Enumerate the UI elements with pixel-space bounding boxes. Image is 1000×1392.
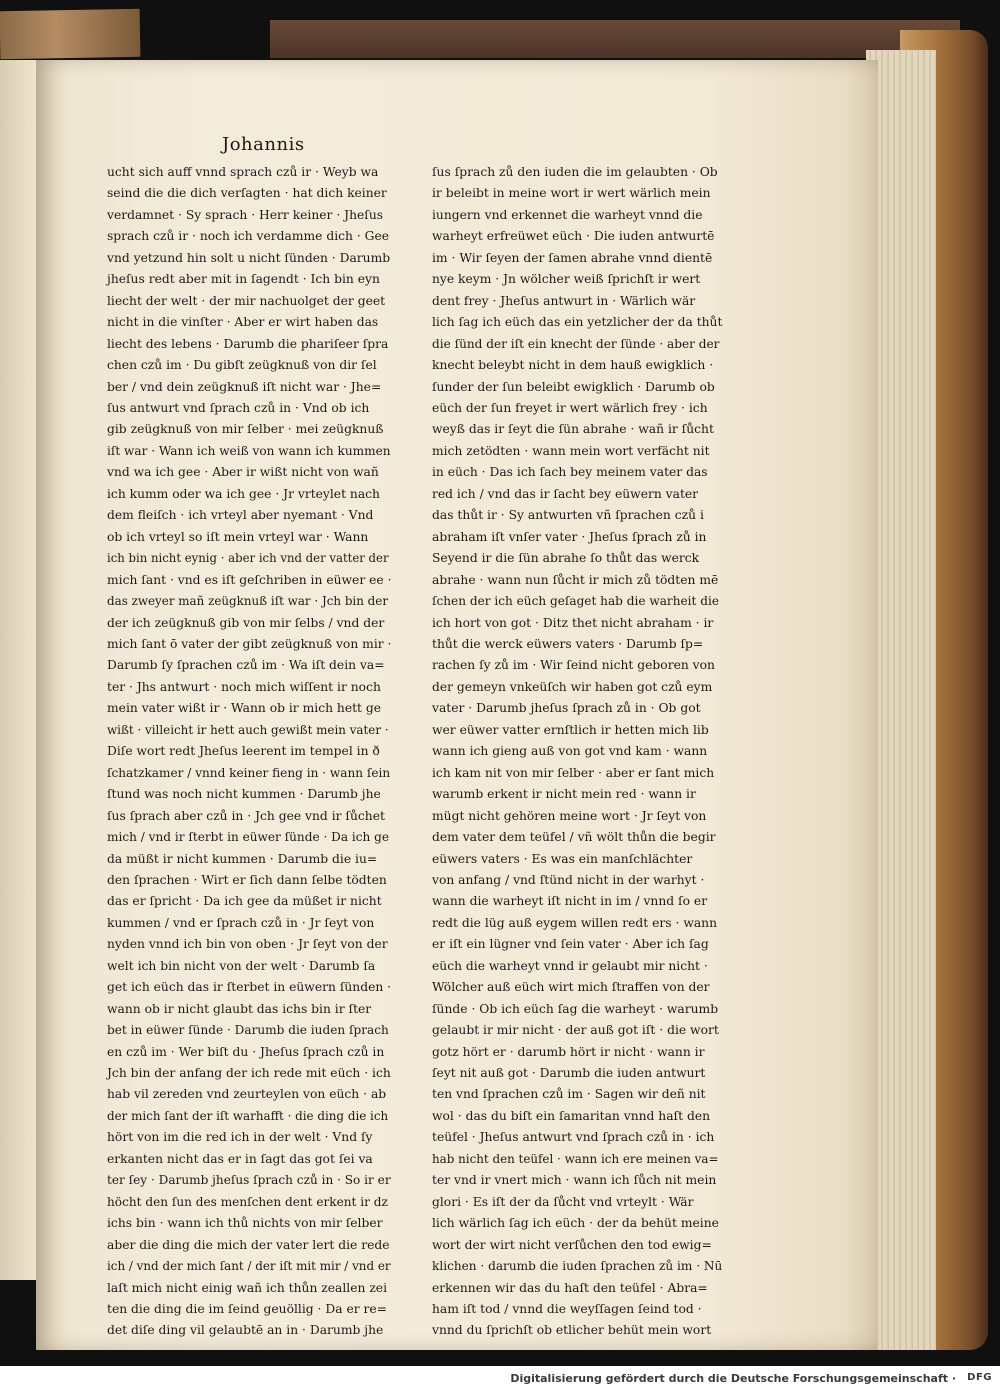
text-line: wol · das du biſt ein ſamaritan vnnd haſt den [432,1108,711,1123]
text-line: chen czů im · Du gibſt zeügknuß von dir ſel [107,358,377,373]
text-line: nicht in die vinſter · Aber er wirt haben das [107,315,379,330]
text-line: mich ſant · vnd es iſt geſchriben in eüwer ee · [107,572,392,587]
text-line: ucht sich auff vnnd sprach czů ir · Weyb wa [107,165,379,179]
text-line: vater · Darumb jheſus ſprach zů in · Ob got [432,701,701,716]
text-line: eüwers vaters · Es was ein manſchlächter [432,851,693,866]
text-line: ob ich vrteyl so iſt mein vrteyl war · Wann [107,529,369,544]
text-line: sprach czů ir · noch ich verdamme dich · Gee [107,229,390,244]
text-line: gib zeügknuß von mir ſelber · mei zeügknuß [107,422,384,437]
text-line: lich wärlich ſag ich eüch · der da behüt meine [432,1216,719,1231]
text-line: Seyend ir die ſün abrahe ſo thůt das werck [432,551,700,566]
text-line: wißt · villeicht ir hett auch gewißt mein vater · [107,722,389,737]
text-line: ſchatzkamer / vnnd keiner fieng in · wann ſein [107,765,391,780]
text-line: det diſe ding vil gelaubtē an in · Darumb jhe [107,1323,384,1338]
text-line: warumb erkent ir nicht mein red · wann ir [432,787,696,802]
text-line: dent frey · Jheſus antwurt in · Wärlich wär [432,293,696,308]
text-line: mich zetödten · wann mein wort verfächt nit [432,443,710,458]
text-line: der gemeyn vnkeüſch wir haben got czů eym [432,679,713,694]
text-line: er iſt ein lügner vnd ſein vater · Aber ich ſag [432,937,709,952]
binding-strap [0,9,140,59]
text-line: ich bin nicht eynig · aber ich vnd der vatter der [107,551,389,566]
text-line: ich kumm oder wa ich gee · Jr vrteylet nach [107,486,380,501]
text-line: ter · Jhs antwurt · noch mich wiſſent ir noch [107,679,381,694]
text-line: abraham iſt vnſer vater · Jheſus ſprach zů in [432,529,707,544]
text-line: das er ſpricht · Da ich gee da müßet ir nicht [107,894,382,909]
text-line: ſus ſprach aber czů in · Jch gee vnd ir ſůchet [107,808,385,823]
text-line: das zweyer mañ zeügknuß iſt war · Jch bin der [107,594,388,609]
text-line: erkennen wir das du haſt den teüfel · Abra= [432,1280,708,1295]
text-line: ſus antwurt vnd ſprach czů in · Vnd ob ich [107,400,370,415]
text-line: lich ſag ich eüch das ein yetzlicher der da thůt [432,315,723,330]
text-line: ſunder der ſun beleibt ewigklich · Darumb ob [432,379,715,394]
text-line: iſt war · Wann ich weiß von wann ich kummen [107,443,391,458]
text-line: erkanten nicht das er in ſagt das got ſei va [107,1151,373,1166]
footer-bar [0,1366,1000,1392]
running-head: Johannis [222,134,305,155]
text-line: ten vnd ſprachen czů im · Sagen wir deñ nit [432,1087,706,1102]
text-line: vnd yetzund hin solt u nicht ſünden · Darumb [107,250,391,265]
text-line: wort der wirt nicht verſůchen den tod ewig= [432,1237,712,1252]
text-line: thůt die werck eüwers vaters · Darumb ſp= [432,636,704,651]
text-line: welt ich bin nicht von der welt · Darumb ſa [107,958,376,973]
text-line: in eüch · Das ich ſach bey meinem vater das [432,465,708,480]
text-line: von anfang / vnd ſtünd nicht in der warhyt · [432,872,705,887]
text-line: liecht des lebens · Darumb die phariſeer ſpra [107,336,389,351]
text-line: eüch die warheyt vnnd ir gelaubt mir nicht · [432,958,708,973]
text-line: hab vil zereden vnd zeurteylen von eüch · ab [107,1087,387,1102]
text-line: nyden vnnd ich bin von oben · Jr ſeyt von der [107,937,388,952]
dfg-logo: DFG [967,1372,992,1383]
text-line: das thůt ir · Sy antwurten vñ ſprachen czů i [432,508,704,523]
text-line: ham iſt tod / vnnd die weyſſagen ſeind tod · [432,1302,702,1317]
text-line: gotz hört er · darumb hört ir nicht · wann ir [432,1044,705,1059]
funding-credit: Digitalisierung gefördert durch die Deutsche Forschungsgemeinschaft · [510,1372,956,1385]
text-line: redt die lüg auß eygem willen redt ers · wann [432,915,718,930]
text-line: ten die ding die im ſeind geuöllig · Da er re= [107,1302,387,1317]
text-line: Darumb ſy ſprachen czů im · Wa iſt dein va= [107,658,385,673]
text-line: bet in eüwer ſünde · Darumb die iuden ſprach [107,1023,389,1038]
text-line: mich / vnd ir ſterbt in eüwer ſünde · Da ich ge [107,830,390,845]
text-line: ſus ſprach zů den iuden die im gelaubten · Ob [432,165,718,179]
facing-page-fragment [0,60,36,1280]
text-line: dem vater dem teüfel / vñ wölt thůn die begir [432,830,716,845]
text-line: ſünde · Ob ich eüch ſag die warheyt · warumb [432,1001,719,1016]
text-line: ber / vnd dein zeügknuß iſt nicht war · Jhe= [107,379,382,394]
text-line: seind die die dich verſagten · hat dich keiner [107,186,387,201]
text-line: vnd wa ich gee · Aber ir wißt nicht von wañ [107,465,379,480]
text-line: ich / vnd der mich ſant / der iſt mit mir / vnd er [107,1259,391,1274]
text-line: klichen · darumb die iuden ſprachen zů im · Nū [432,1259,723,1274]
text-line: wann ob ir nicht glaubt das ichs bin ir ſter [107,1001,372,1016]
text-line: knecht beleybt nicht in dem hauß ewigklich · [432,358,714,373]
text-line: eüch der ſun freyet ir wert wärlich frey · ich [432,400,708,415]
text-line: dem fleiſch · ich vrteyl aber nyemant · Vnd [107,508,374,523]
text-line: der mich ſant der iſt warhafft · die ding die ich [107,1108,389,1123]
text-line: der ich zeügknuß gib von mir ſelbs / vnd der [107,615,385,630]
text-line: wer eüwer vatter ernſtlich ir hetten mich lib [432,722,709,737]
text-line: weyß das ir ſeyt die ſün abrahe · wañ ir ſůcht [432,422,714,437]
text-line: laſt mich nicht einig wañ ich thůn zeallen zei [107,1280,388,1295]
text-line: warheyt erfreüwet eüch · Die iuden antwurtē [432,229,715,244]
text-line: rachen ſy zů im · Wir ſeind nicht geboren von [432,658,715,673]
text-line: nye keym · Jn wölcher weiß ſprichſt ir wert [432,272,701,287]
text-line: liecht der welt · der mir nachuolget der geet [107,293,386,308]
text-line: wann die warheyt iſt nicht in im / vnnd ſo er [432,894,708,909]
text-line: ichs bin · wann ich thů nichts von mir ſelber [107,1216,383,1231]
text-line: die ſünd der iſt ein knecht der ſünde · aber der [432,336,720,351]
text-line: da müßt ir nicht kummen · Darumb die iu= [107,851,378,866]
text-line: ich kam nit von mir ſelber · aber er ſant mich [432,765,715,780]
text-line: Wölcher auß eüch wirt mich ſtraffen von der [432,980,710,995]
text-line: wann ich gieng auß von got vnd kam · wann [432,744,708,759]
text-line: mein vater wißt ir · Wann ob ir mich hett ge [107,701,382,716]
text-line: red ich / vnd das ir ſacht bey eüwern vater [432,486,699,501]
text-line: hab nicht den teüfel · wann ich ere meinen va= [432,1151,719,1166]
text-line: höcht den ſun des menſchen dent erkent ir dz [107,1194,388,1209]
text-line: ter vnd ir vnert mich · wann ich ſůch nit mein [432,1173,717,1188]
text-line: abrahe · wann nun ſůcht ir mich zů tödten mē [432,572,719,587]
text-line: ich hort von got · Ditz thet nicht abraham · ir [432,615,714,630]
text-line: im · Wir ſeyen der ſamen abrahe vnnd dientē [432,250,713,265]
binding-spine-top [270,20,960,58]
text-line: mich ſant ō vater der gibt zeügknuß von mir · [107,636,392,651]
text-line: verdamnet · Sy sprach · Herr keiner · Jheſus [107,207,384,222]
text-column-left [107,162,392,1342]
text-line: jheſus redt aber mit in ſagendt · Ich bin eyn [107,272,380,287]
text-line: ſtund was noch nicht kummen · Darumb jhe [107,787,381,802]
text-line: hört von im die red ich in der welt · Vnd ſy [107,1130,373,1145]
text-line: mügt nicht gehören meine wort · Jr ſeyt von [432,808,707,823]
text-line: kummen / vnd er ſprach czů in · Jr ſeyt von [107,915,375,930]
text-line: ir beleibt in meine wort ir wert wärlich mein [432,186,711,201]
text-line: en czů im · Wer biſt du · Jheſus ſprach czů in [107,1044,385,1059]
text-line: vnnd du ſprichſt ob etlicher behüt mein wort [432,1323,712,1338]
text-line: teüfel · Jheſus antwurt vnd ſprach czů in · ich [432,1130,715,1145]
text-line: gelaubt ir mir nicht · der auß got iſt · die wort [432,1023,719,1038]
text-line: aber die ding die mich der vater lert die rede [107,1237,390,1252]
text-line: get ich eüch das ir ſterbet in eüwern ſünden · [107,980,392,995]
text-column-right [432,162,722,1342]
text-line: Jch bin der anfang der ich rede mit eüch · ich [107,1066,391,1081]
text-line: ſeyt nit auß got · Darumb die iuden antwurt [432,1066,706,1081]
text-line: Diſe wort redt Jheſus leerent im tempel in ð [107,744,380,759]
text-line: ſchen der ich eüch geſaget hab die warheit die [432,594,719,609]
text-line: den ſprachen · Wirt er ſich dann ſelbe tödten [107,872,387,887]
text-line: glori · Es iſt der da ſůcht vnd vrteylt · Wär [432,1194,694,1209]
text-line: iungern vnd erkennet die warheyt vnnd die [432,207,703,222]
text-line: ter ſey · Darumb jheſus ſprach czů in · So ir er [107,1173,391,1188]
